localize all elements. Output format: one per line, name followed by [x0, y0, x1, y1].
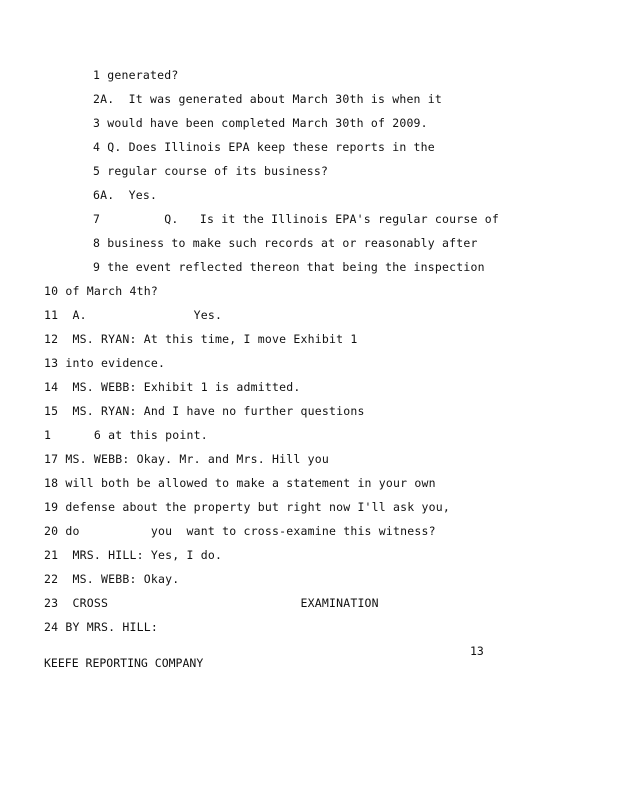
transcript-line-19: 19 defense about the property but right now I'll ask you, [44, 500, 451, 514]
footer-reporting-company: KEEFE REPORTING COMPANY [44, 656, 204, 670]
transcript-line-21: 21 MRS. HILL: Yes, I do. [44, 548, 223, 562]
transcript-line-8: 8 business to make such records at or reasonably after [93, 236, 478, 250]
transcript-line-15: 15 MS. RYAN: And I have no further questions [44, 404, 365, 418]
transcript-line-22: 22 MS. WEBB: Okay. [44, 572, 180, 586]
transcript-line-18: 18 will both be allowed to make a statement in your own [44, 476, 436, 490]
transcript-line-10: 10 of March 4th? [44, 284, 158, 298]
transcript-line-20: 20 do you want to cross-examine this witness? [44, 524, 436, 538]
transcript-line-2: 2A. It was generated about March 30th is when it [93, 92, 443, 106]
transcript-line-14: 14 MS. WEBB: Exhibit 1 is admitted. [44, 380, 301, 394]
transcript-line-16: 1 6 at this point. [44, 428, 208, 442]
transcript-line-3: 3 would have been completed March 30th of 2009. [93, 116, 428, 130]
transcript-line-17: 17 MS. WEBB: Okay. Mr. and Mrs. Hill you [44, 452, 329, 466]
transcript-line-24: 24 BY MRS. HILL: [44, 620, 158, 634]
transcript-line-13: 13 into evidence. [44, 356, 166, 370]
transcript-line-5: 5 regular course of its business? [93, 164, 329, 178]
transcript-line-11: 11 A. Yes. [44, 308, 223, 322]
transcript-line-12: 12 MS. RYAN: At this time, I move Exhibit 1 [44, 332, 358, 346]
transcript-line-1: 1 generated? [93, 68, 179, 82]
transcript-line-9: 9 the event reflected thereon that being the inspection [93, 260, 485, 274]
transcript-line-4: 4 Q. Does Illinois EPA keep these reports in the [93, 140, 435, 154]
transcript-line-23: 23 CROSS EXAMINATION [44, 596, 379, 610]
page-number: 13 [470, 644, 484, 658]
transcript-line-7: 7 Q. Is it the Illinois EPA's regular course of [93, 212, 500, 226]
transcript-line-6: 6A. Yes. [93, 188, 158, 202]
